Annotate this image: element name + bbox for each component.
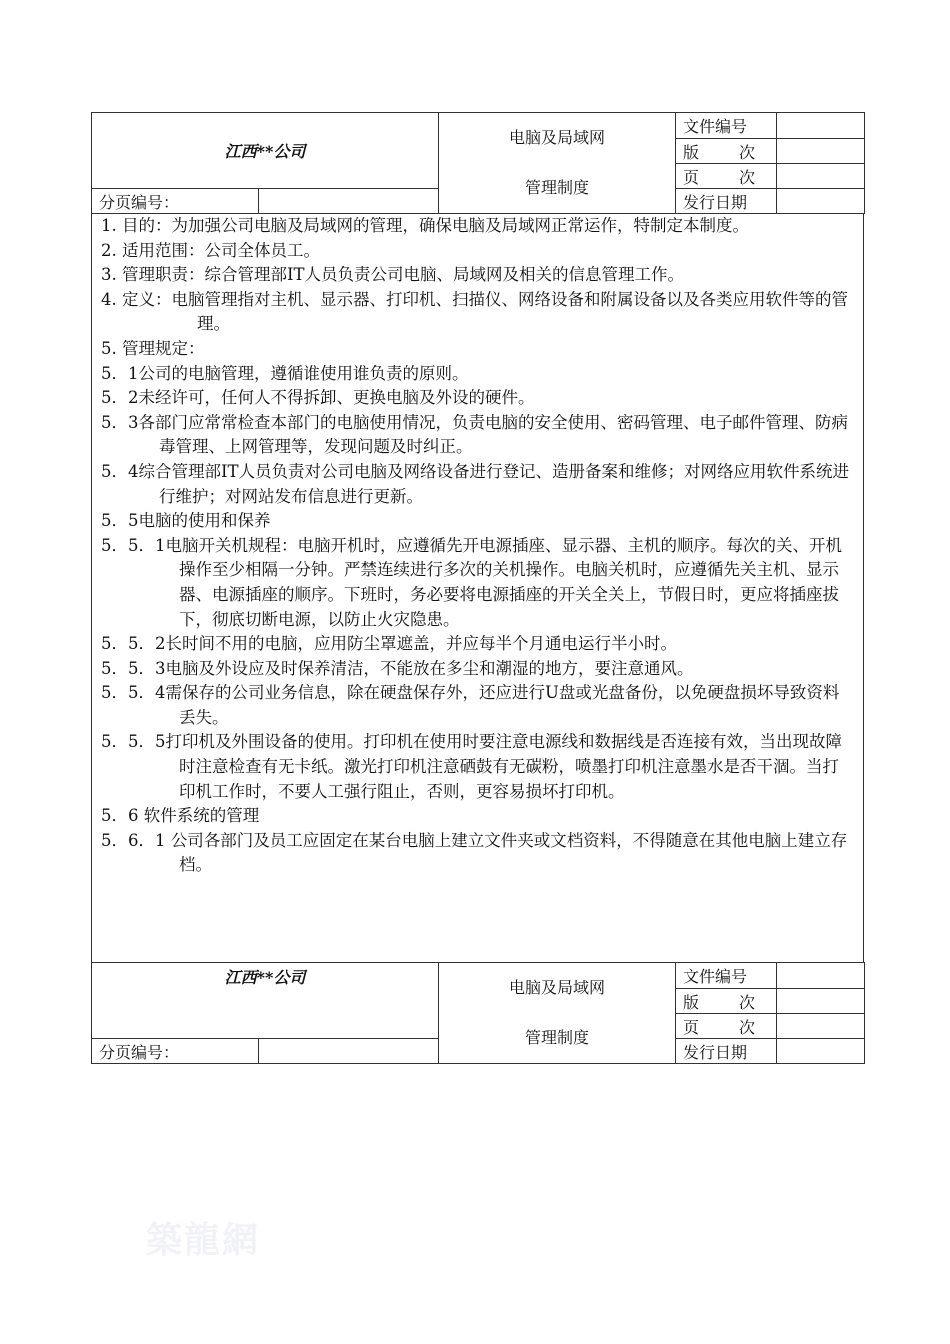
edition-value — [777, 139, 865, 164]
paragraph-rules-heading: 5. 管理规定： — [101, 338, 205, 358]
paragraph-definition: 4. 定义：电脑管理指对主机、显示器、打印机、扫描仪、网络设备和附属设备以及各类应用软件等的管理。 — [101, 289, 848, 334]
issue-date-label-bottom: 发行日期 — [676, 1039, 777, 1064]
doc-number-value — [777, 113, 865, 139]
doc-number-value-bottom — [777, 963, 865, 989]
document-title — [439, 113, 676, 214]
paragraph-rule-5-5-4: 5．5．4需保存的公司业务信息，除在硬盘保存外，还应进行U盘或光盘备份，以免硬盘损坏导致资料丢失。 — [101, 683, 840, 727]
content-text — [101, 214, 853, 878]
paragraph-responsibility: 3. 管理职责：综合管理部IT人员负责公司电脑、局域网及相关的信息管理工作。 — [101, 265, 685, 285]
company-name-bottom: 江西**公司 — [92, 963, 439, 1039]
doc-number-label: 文件编号 — [676, 113, 777, 139]
content-box — [91, 214, 864, 963]
page-number-label: 分页编号： — [92, 189, 259, 214]
paragraph-rule-5-2: 5．2未经许可，任何人不得拆卸、更换电脑及外设的硬件。 — [101, 388, 535, 408]
issue-date-value — [777, 189, 865, 214]
edition-label-bottom: 版 次 — [676, 989, 777, 1014]
document-title-bottom-line1: 电脑及局域网 — [508, 978, 605, 997]
document-title-bottom — [439, 963, 676, 1064]
page-number-value — [259, 189, 439, 214]
paragraph-rule-5-4: 5．4综合管理部IT人员负责对公司电脑及网络设备进行登记、造册备案和维修；对网络应用软件系统进行维护；对网站发布信息进行更新。 — [101, 461, 850, 506]
page-label-bottom: 页 次 — [676, 1014, 777, 1039]
company-name: 江西**公司 — [92, 113, 439, 189]
page-label: 页 次 — [676, 164, 777, 189]
edition-value-bottom — [777, 989, 865, 1014]
document-title-line2: 管理制度 — [524, 178, 589, 197]
paragraph-purpose: 1. 目的：为加强公司电脑及局域网的管理，确保电脑及局域网正常运作，特制定本制度。 — [101, 216, 749, 235]
paragraph-rule-5-6-1: 5．6．1 公司各部门及员工应固定在某台电脑上建立文件夹或文档资料，不得随意在其他电脑上建立存档。 — [101, 830, 848, 875]
page-value — [777, 164, 865, 189]
paragraph-scope: 2. 适用范围：公司全体员工。 — [101, 240, 320, 260]
header-table-bottom — [91, 962, 865, 1064]
page-value-bottom — [777, 1014, 865, 1039]
issue-date-value-bottom — [777, 1039, 865, 1064]
paragraph-rule-5-5-5: 5．5．5打印机及外围设备的使用。打印机在使用时要注意电源线和数据线是否连接有效，当出现故障时注意检查有无卡纸。激光打印机注意硒鼓有无碳粉，喷墨打印机注意墨水是否干涸。当打印机工作时，不要人工强行阻止，否则，更容易损坏打印机。 — [101, 732, 842, 801]
watermark: 築龍網 — [146, 1219, 261, 1261]
document-title-line1: 电脑及局域网 — [508, 128, 605, 147]
paragraph-rule-5-5: 5．5电脑的使用和保养 — [101, 511, 271, 531]
paragraph-rule-5-6: 5．6 软件系统的管理 — [101, 806, 260, 826]
header-table-top — [91, 112, 865, 214]
issue-date-label: 发行日期 — [676, 189, 777, 214]
paragraph-rule-5-5-1: 5．5．1电脑开关机规程：电脑开机时，应遵循先开电源插座、显示器、主机的顺序。每次的关、开机操作至少相隔一分钟。严禁连续进行多次的关机操作。电脑关机时，应遵循先关主机、显示器、电源插座的顺序。下班时，务必要将电源插座的开关全关上，节假日时，更应将插座拔下，彻底切断电源，以防止火灾隐患。 — [101, 535, 842, 629]
paragraph-rule-5-3: 5．3各部门应常常检查本部门的电脑使用情况，负责电脑的安全使用、密码管理、电子邮件管理、防病毒管理、上网管理等，发现问题及时纠正。 — [101, 412, 848, 457]
page-number-value-bottom — [259, 1039, 439, 1064]
paragraph-rule-5-5-3: 5．5．3电脑及外设应及时保养清洁，不能放在多尘和潮湿的地方，要注意通风。 — [101, 658, 694, 678]
edition-label: 版 次 — [676, 139, 777, 164]
document-title-bottom-line2: 管理制度 — [524, 1028, 589, 1047]
paragraph-rule-5-1: 5．1公司的电脑管理，遵循谁使用谁负责的原则。 — [101, 363, 469, 383]
doc-number-label-bottom: 文件编号 — [676, 963, 777, 989]
paragraph-rule-5-5-2: 5．5．2长时间不用的电脑，应用防尘罩遮盖，并应每半个月通电运行半小时。 — [101, 634, 677, 654]
page-number-label-bottom: 分页编号： — [92, 1039, 259, 1064]
